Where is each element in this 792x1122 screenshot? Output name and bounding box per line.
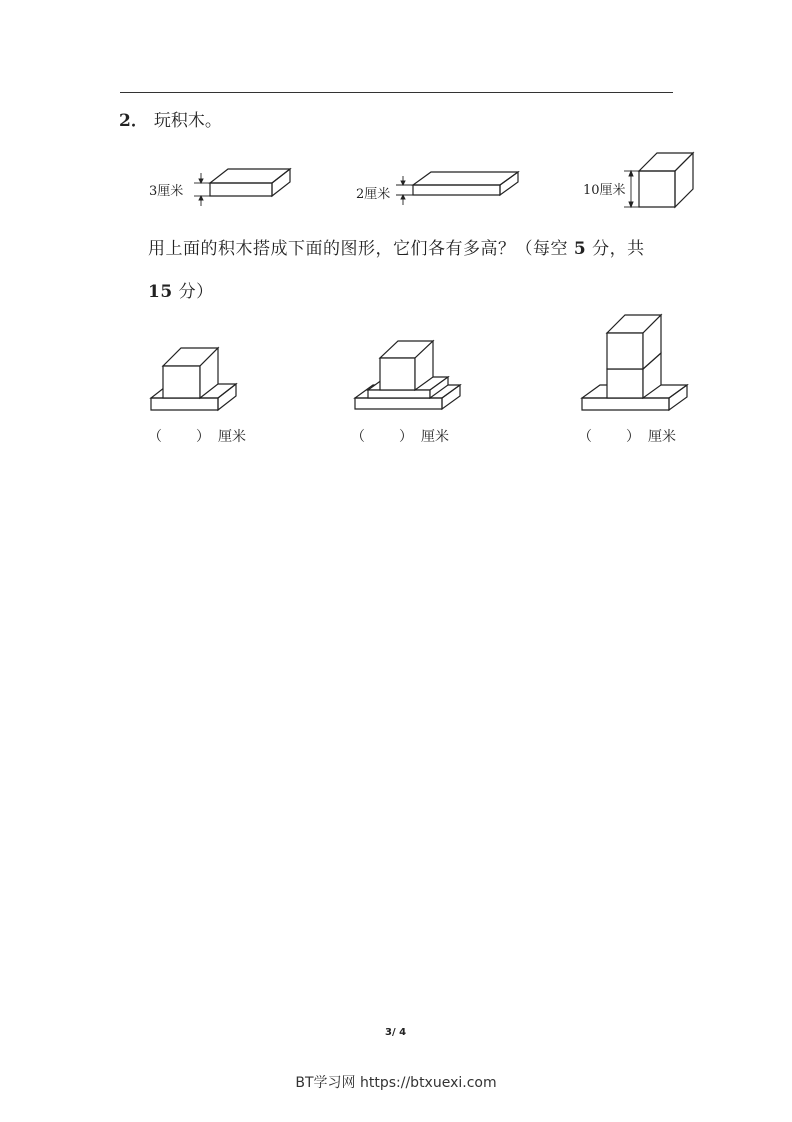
answer-unit: 厘米 bbox=[421, 429, 449, 445]
cube-10cm bbox=[639, 153, 693, 207]
figure-1 bbox=[151, 348, 236, 410]
dimension-arrow-3cm bbox=[194, 173, 210, 206]
paren-close: ） bbox=[399, 429, 413, 445]
answer-unit: 厘米 bbox=[218, 429, 246, 445]
paren-open: （ bbox=[578, 429, 592, 445]
paren-close: ） bbox=[626, 429, 640, 445]
answer-blank-1[interactable] bbox=[148, 426, 246, 446]
paren-open: （ bbox=[148, 429, 162, 445]
block-label-10cm: 10厘米 bbox=[583, 183, 626, 198]
dimension-arrow-2cm bbox=[396, 176, 413, 205]
question-number: 2． bbox=[119, 111, 148, 131]
instruction-text-3: 分） bbox=[172, 282, 214, 302]
slab-2cm bbox=[413, 172, 518, 195]
total-points: 15 bbox=[148, 282, 173, 302]
paren-close: ） bbox=[196, 429, 210, 445]
question-instruction bbox=[148, 228, 678, 314]
instruction-text-1: 用上面的积木搭成下面的图形，它们各有多高？（每空 bbox=[148, 239, 574, 259]
page-number: 3/ 4 bbox=[385, 1027, 407, 1038]
answer-unit: 厘米 bbox=[648, 429, 676, 445]
paren-open: （ bbox=[351, 429, 365, 445]
dimension-arrow-10cm bbox=[624, 171, 639, 207]
instruction-text-2: 分，共 bbox=[586, 239, 645, 259]
block-label-3cm: 3厘米 bbox=[149, 184, 184, 199]
slab-3cm bbox=[210, 169, 290, 196]
points-each: 5 bbox=[573, 239, 587, 259]
block-label-2cm: 2厘米 bbox=[356, 187, 391, 202]
question-title-text: 玩积木。 bbox=[153, 111, 222, 131]
figure-2 bbox=[355, 341, 460, 409]
answer-blank-3[interactable] bbox=[578, 426, 676, 446]
answer-blank-2[interactable] bbox=[351, 426, 449, 446]
figure-3 bbox=[582, 315, 687, 410]
footer-text: BT学习网 https://btxuexi.com bbox=[295, 1075, 497, 1091]
